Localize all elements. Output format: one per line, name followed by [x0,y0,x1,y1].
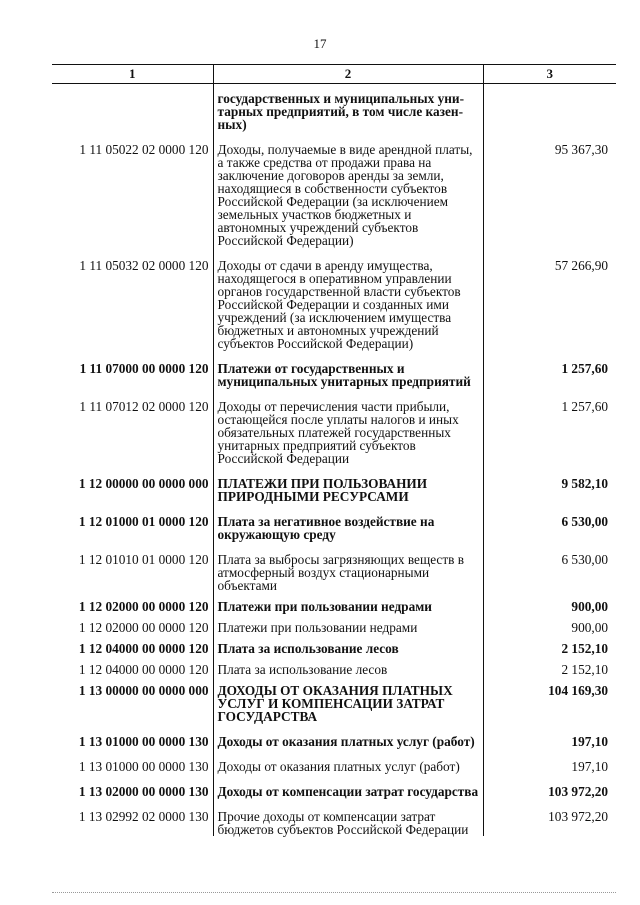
row-name: Доходы от сдачи в аренду имущества, находящегося в оперативном управлении органов государственной власти субъектов Российской Федерации и созданных ими учреждений (за исключением имущества бюджетных и автономных учреждений субъектов Российской Федерации) [213,247,483,350]
table-row [52,350,616,388]
table-row [52,388,616,465]
row-name: Платежи при пользовании недрами [213,592,483,613]
row-code: 1 11 05022 02 0000 120 [79,142,209,157]
row-code: 1 12 01000 01 0000 120 [78,514,209,529]
row-name: ДОХОДЫ ОТ ОКАЗАНИЯ ПЛАТНЫХ УСЛУГ И КОМПЕНСАЦИИ ЗАТРАТ ГОСУДАРСТВА [213,676,483,723]
row-code: 1 13 01000 00 0000 130 [78,734,209,749]
table-row [52,592,616,613]
row-amount: 900,00 [571,620,608,635]
row-code: 1 13 01000 00 0000 130 [78,759,209,774]
row-name: ПЛАТЕЖИ ПРИ ПОЛЬЗОВАНИИ ПРИРОДНЫМИ РЕСУРСАМИ [213,465,483,503]
table-row [52,247,616,350]
row-name: Платежи от государственных и муниципальных унитарных предприятий [213,350,483,388]
table-row [52,541,616,592]
table-row [52,748,616,773]
bottom-page-edge [52,892,616,893]
row-code: 1 11 07000 00 0000 120 [79,361,209,376]
row-code: 1 12 04000 00 0000 120 [78,662,209,677]
table-row [52,84,616,132]
row-code: 1 13 02000 00 0000 130 [78,784,209,799]
row-code: 1 12 02000 00 0000 120 [78,620,209,635]
table-row [52,723,616,748]
row-amount: 1 257,60 [561,361,608,376]
table-row [52,655,616,676]
table-header-row [52,65,616,84]
header-col-3: 3 [483,65,616,84]
row-amount: 57 266,90 [554,258,608,273]
header-col-2: 2 [213,65,483,84]
table-row [52,773,616,798]
row-name: Доходы от оказания платных услуг (работ) [213,723,483,748]
row-amount: 2 152,10 [561,662,608,677]
row-code: 1 12 01010 01 0000 120 [78,552,209,567]
row-code: 1 11 05032 02 0000 120 [79,258,209,273]
row-name: Плата за использование лесов [213,634,483,655]
row-code: 1 13 02992 02 0000 130 [78,809,209,824]
row-amount: 104 169,30 [548,683,608,698]
row-code: 1 12 04000 00 0000 120 [78,641,209,656]
row-name: Платежи при пользовании недрами [213,613,483,634]
table-row [52,465,616,503]
row-amount: 103 972,20 [548,784,608,799]
table-row [52,798,616,836]
row-amount [483,84,616,132]
row-name: государственных и муниципальных уни-тарных предприятий, в том числе казен-ных) [213,84,483,132]
page-number: 17 [313,36,327,51]
row-name: Доходы от оказания платных услуг (работ) [213,748,483,773]
revenue-table [52,64,616,836]
row-code [52,84,213,132]
row-code: 1 13 00000 00 0000 000 [78,683,209,698]
row-name: Доходы, получаемые в виде арендной платы, а также средства от продажи права на заключение договоров аренды за земли, находящиеся в собственности субъектов Российской Федерации (за исключением земельных участков бюджетных и автономных учреждений субъектов Российской Федерации) [213,131,483,247]
row-name: Плата за выбросы загрязняющих веществ в атмосферный воздух стационарными объектами [213,541,483,592]
row-amount: 95 367,30 [554,142,608,157]
row-name: Плата за негативное воздействие на окружающую среду [213,503,483,541]
row-amount: 197,10 [571,759,608,774]
row-name: Прочие доходы от компенсации затрат бюджетов субъектов Российской Федерации [213,798,483,836]
row-amount: 1 257,60 [561,399,608,414]
row-amount: 6 530,00 [561,552,608,567]
table-row [52,613,616,634]
table-row [52,634,616,655]
row-amount: 103 972,20 [548,809,608,824]
row-code: 1 11 07012 02 0000 120 [79,399,209,414]
row-code: 1 12 00000 00 0000 000 [78,476,209,491]
table-row [52,503,616,541]
row-name: Плата за использование лесов [213,655,483,676]
row-amount: 2 152,10 [561,641,608,656]
row-amount: 197,10 [571,734,608,749]
row-amount: 9 582,10 [561,476,608,491]
row-name: Доходы от перечисления части прибыли, остающейся после уплаты налогов и иных обязательных платежей государственных унитарных предприятий субъектов Российской Федерации [213,388,483,465]
row-code: 1 12 02000 00 0000 120 [78,599,209,614]
row-amount: 6 530,00 [561,514,608,529]
row-name: Доходы от компенсации затрат государства [213,773,483,798]
row-amount: 900,00 [571,599,608,614]
table-row [52,676,616,723]
table-row [52,131,616,247]
header-col-1: 1 [52,65,213,84]
